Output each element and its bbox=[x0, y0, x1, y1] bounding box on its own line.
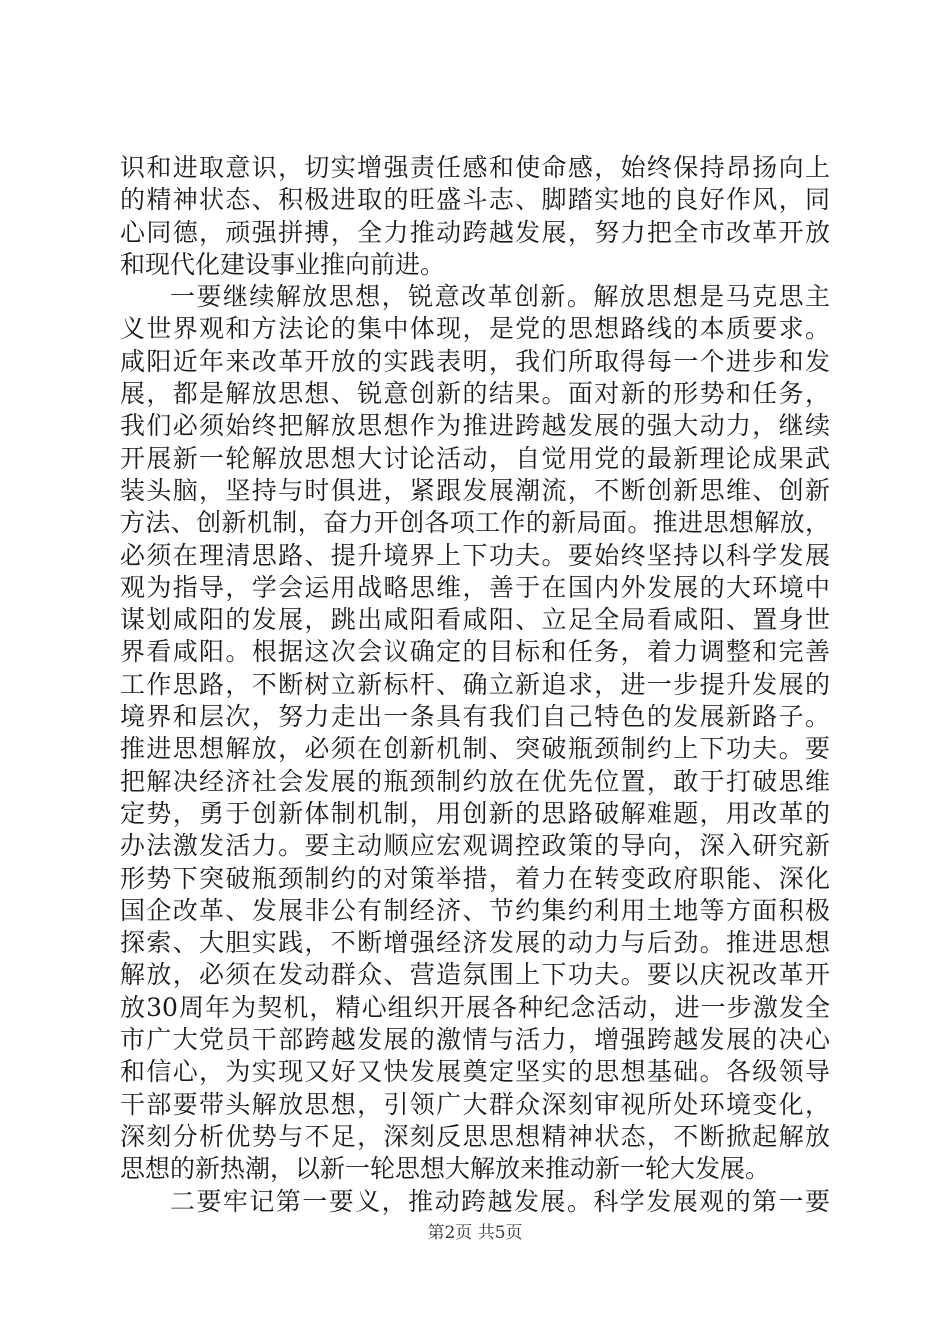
text-line: 深刻分析优势与不足，深刻反思思想精神状态，不断掀起解放 bbox=[120, 1121, 830, 1151]
text-line: 干部要带头解放思想，引领广大群众深刻审视所处环境变化， bbox=[120, 1089, 830, 1119]
text-line: 二要牢记第一要义，推动跨越发展。科学发展观的第一要 bbox=[170, 1186, 830, 1216]
text-line: 定势，勇于创新体制机制，用创新的思路破解难题，用改革的 bbox=[120, 798, 830, 828]
page-footer: 第2页 共5页 bbox=[427, 1223, 523, 1243]
text-line: 放30周年为契机，精心组织开展各种纪念活动，进一步激发全 bbox=[120, 992, 830, 1022]
document-body bbox=[120, 152, 830, 1218]
text-line: 思想的新热潮，以新一轮思想大解放来推动新一轮大发展。 bbox=[120, 1154, 771, 1184]
text-line: 市广大党员干部跨越发展的激情与活力，增强跨越发展的决心 bbox=[120, 1025, 830, 1055]
text-line: 境界和层次，努力走出一条具有我们自己特色的发展新路子。 bbox=[120, 702, 830, 732]
text-line: 的精神状态、积极进取的旺盛斗志、脚踏实地的良好作风，同 bbox=[120, 185, 830, 215]
text-line: 界看咸阳。根据这次会议确定的目标和任务，着力调整和完善 bbox=[120, 637, 830, 667]
text-line: 咸阳近年来改革开放的实践表明，我们所取得每一个进步和发 bbox=[120, 346, 830, 376]
text-line: 必须在理清思路、提升境界上下功夫。要始终坚持以科学发展 bbox=[120, 540, 830, 570]
text-line: 一要继续解放思想，锐意改革创新。解放思想是马克思主 bbox=[170, 282, 830, 312]
text-line: 装头脑，坚持与时俱进，紧跟发展潮流，不断创新思维、创新 bbox=[120, 475, 830, 505]
text-line: 方法、创新机制，奋力开创各项工作的新局面。推进思想解放， bbox=[120, 508, 830, 538]
text-line: 形势下突破瓶颈制约的对策举措，着力在转变政府职能、深化 bbox=[120, 863, 830, 893]
text-line: 开展新一轮解放思想大讨论活动，自觉用党的最新理论成果武 bbox=[120, 443, 830, 473]
text-line: 义世界观和方法论的集中体现，是党的思想路线的本质要求。 bbox=[120, 314, 830, 344]
text-line: 心同德，顽强拼搏，全力推动跨越发展，努力把全市改革开放 bbox=[120, 217, 830, 247]
text-line: 把解决经济社会发展的瓶颈制约放在优先位置，敢于打破思维 bbox=[120, 766, 830, 796]
text-line: 工作思路，不断树立新标杆、确立新追求，进一步提升发展的 bbox=[120, 669, 830, 699]
text-line: 办法激发活力。要主动顺应宏观调控政策的导向，深入研究新 bbox=[120, 831, 830, 861]
text-line: 解放，必须在发动群众、营造氛围上下功夫。要以庆祝改革开 bbox=[120, 960, 830, 990]
text-line: 推进思想解放，必须在创新机制、突破瓶颈制约上下功夫。要 bbox=[120, 734, 830, 764]
text-line: 展，都是解放思想、锐意创新的结果。面对新的形势和任务， bbox=[120, 379, 830, 409]
text-line: 探索、大胆实践，不断增强经济发展的动力与后劲。推进思想 bbox=[120, 928, 830, 958]
text-line: 谋划咸阳的发展，跳出咸阳看咸阳、立足全局看咸阳、置身世 bbox=[120, 605, 830, 635]
text-line: 我们必须始终把解放思想作为推进跨越发展的强大动力，继续 bbox=[120, 411, 830, 441]
text-line: 观为指导，学会运用战略思维，善于在国内外发展的大环境中 bbox=[120, 572, 830, 602]
text-line: 国企改革、发展非公有制经济、节约集约利用土地等方面积极 bbox=[120, 895, 830, 925]
text-line: 和信心，为实现又好又快发展奠定坚实的思想基础。各级领导 bbox=[120, 1057, 830, 1087]
text-line: 识和进取意识，切实增强责任感和使命感，始终保持昂扬向上 bbox=[120, 153, 830, 182]
text-line: 和现代化建设事业推向前进。 bbox=[120, 249, 446, 279]
